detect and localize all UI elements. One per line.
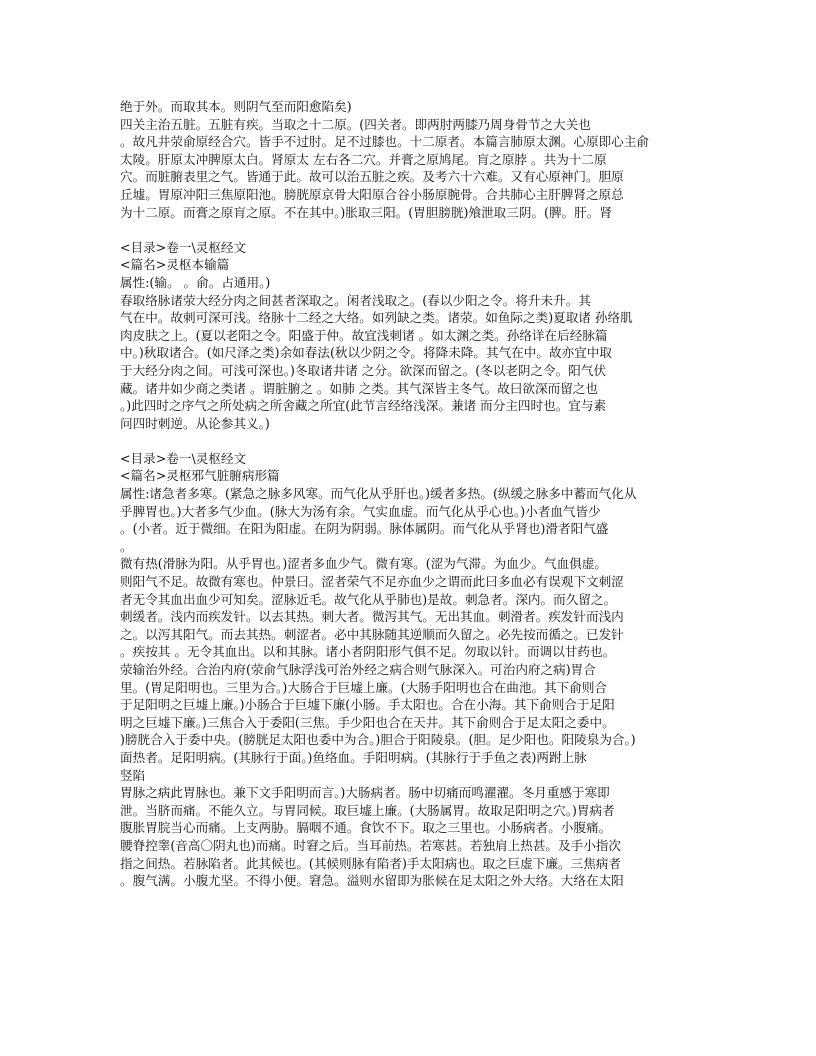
text-line: 绝于外。而取其本。则阴气至而阳愈陷矣)	[120, 99, 352, 114]
text-line: 刺缓者。浅内而疾发针。以去其热。刺大者。微泻其气。无出其血。刺滑者。疾发针而浅内	[120, 609, 624, 625]
text-line: 腰脊控睾(音高〇阴丸也)而痛。时窘之后。当耳前热。若寒甚。若独肩上热甚。及手小指次	[120, 837, 621, 853]
text-line: <目录>卷一\灵枢经文	[120, 450, 247, 466]
text-line: 竖陷	[120, 767, 146, 783]
text-line: 问四时刺逆。从论参其义。)	[120, 415, 270, 431]
text-line: 腹胀胃脘当心而痛。上支两胁。膈咽不通。食饮不下。取之三里也。小肠病者。小腹痛。	[120, 820, 612, 836]
text-section	[120, 98, 698, 221]
section-gap	[120, 221, 698, 239]
text-section	[120, 239, 698, 433]
text-line: 泄。当脐而痛。不能久立。与胃同候。取巨墟上廉。(大肠属胃。故取足阳明之穴。)胃病者	[120, 802, 615, 818]
text-line: <篇名>灵枢本输篇	[120, 257, 230, 273]
text-line: 。腹气满。小腹尤坚。不得小便。窘急。溢则水留即为胀候在足太阳之外大络。大络在太阳	[120, 873, 624, 889]
text-line: 四关主治五脏。五脏有疾。当取之十二原。(四关者。即两肘两膝乃周身骨节之大关也	[120, 116, 591, 132]
text-line: 于足阳明之巨墟上廉。)小肠合于巨墟下廉(小肠。手太阳也。合在小海。其下俞则合于足阳	[120, 697, 615, 713]
text-line: )膀胱合入于委中央。(膀胱足太阳也委中为合。)胆合于阳陵泉。(胆。足少阳也。阳陵泉为合。)	[120, 732, 636, 748]
text-line: 中。)秋取诸合。(如尺泽之类)余如春法(秋以少阴之令。将降未降。其气在中。故亦宜中取	[120, 345, 612, 361]
text-line: 荥输治外经。合治内府(荥俞气脉浮浅可治外经之病合则气脉深入。可治内府之病)胃合	[120, 662, 596, 677]
text-line: 属性:(输。 。俞。占通用。)	[120, 274, 271, 290]
text-line: 。)此四时之序气之所处病之所舍藏之所宜(此节言经络浅深。兼诸 而分主四时也。宜与素	[120, 398, 607, 414]
text-line: <目录>卷一\灵枢经文	[120, 239, 247, 255]
document-page	[120, 98, 698, 890]
text-line: <篇名>灵枢邪气脏腑病形篇	[120, 468, 280, 484]
text-line: 之。以泻其阳气。而去其热。刺涩者。必中其脉随其逆顺而久留之。必先按而循之。已发针	[120, 626, 624, 642]
text-line: 微有热(滑脉为阳。从乎胃也。)涩者多血少气。微有寒。(涩为气滞。为血少。气血俱虚。	[120, 556, 608, 572]
text-line: 为十二原。而膏之原肓之原。不在其中。)胀取三阳。(胃胆膀胱)飧泄取三阴。(脾。肝。肾	[120, 204, 612, 220]
text-line: 。	[120, 538, 133, 554]
text-line: 则阳气不足。故微有寒也。仲景曰。涩者荣气不足亦血少之谓而此曰多血必有误观下文刺涩	[120, 574, 624, 590]
text-line: 属性:诸急者多寒。(紧急之脉多风寒。而气化从乎肝也。)缓者多热。(纵缓之脉多中蓄而气化从	[120, 486, 637, 502]
text-line: 。故凡井荥俞原经合穴。皆手不过肘。足不过膝也。十二原者。本篇言肺原太渊。心原即心主俞	[120, 134, 649, 150]
text-line: 指之间热。若脉陷者。此其候也。(其候则脉有陷者)手太阳病也。取之巨虚下廉。三焦病者	[120, 855, 621, 871]
text-line: 。(小者。近于微细。在阳为阳虚。在阴为阴弱。脉体属阴。而气化从乎肾也)滑者阳气盛	[120, 521, 609, 537]
text-line: 穴。而脏腑表里之气。皆通于此。故可以治五脏之疾。及考六十六难。又有心原神门。胆原	[120, 169, 624, 185]
text-line: 。疾按其 。无令其血出。以和其脉。诸小者阴阳形气俱不足。勿取以针。而调以甘药也。	[120, 644, 616, 660]
text-line: 明之巨墟下廉。)三焦合入于委阳(三焦。手少阳也合在天井。其下俞则合于足太阳之委中。	[120, 714, 615, 730]
text-line: 乎脾胃也。)大者多气少血。(脉大为汤有余。气实血虚。而气化从乎心也。)小者血气皆少	[120, 503, 601, 519]
text-line: 肉皮肤之上。(夏以老阳之令。阳盛于仲。故宜浅刺诸 。如太渊之类。孙络详在后经脉篇	[120, 327, 608, 343]
text-line: 气在中。故刺可深可浅。络脉十二经之大络。如列缺之类。诸荥。如鱼际之类)夏取诸 孙络肌	[120, 310, 633, 326]
text-line: 者无令其血出血少可知矣。涩脉近毛。故气化从乎肺也)是故。刺急者。深内。而久留之。	[120, 591, 617, 607]
text-line: 春取络脉诸荥大经分肉之间甚者深取之。闲者浅取之。(春以少阳之令。将升未升。其	[120, 292, 591, 308]
text-line: 丘墟。胃原冲阳三焦原阳池。膀胱原京骨大阳原合谷小肠原腕骨。合共肺心主肝脾肾之原总	[120, 186, 624, 202]
text-section	[120, 450, 698, 890]
text-line: 胃脉之病此胃脉也。兼下文手阳明而言。)大肠病者。肠中切痛而鸣濯濯。冬月重感于寒即	[120, 785, 610, 801]
text-line: 里。(胃足阳明也。三里为合。)大肠合于巨墟上廉。(大肠手阳明也合在曲池。其下俞则合	[120, 679, 608, 695]
text-line: 藏。诸井如少商之类诸 。谓脏腑之 。如肺 之类。其气深皆主冬气。故曰欲深而留之也	[120, 380, 598, 396]
text-line: 于大经分肉之间。可浅可深也。)冬取诸井诸 之分。欲深而留之。(冬以老阴之令。阳气伏	[120, 362, 607, 378]
text-line: 面热者。足阳明病。(其脉行于面。)鱼络血。手阳明病。(其脉行于手鱼之表)两跗上脉	[120, 749, 587, 765]
section-gap	[120, 432, 698, 450]
text-line: 太陵。肝原太冲脾原太白。肾原太 左右各二穴。并膏之原鸠尾。肓之原脖 。共为十二原	[120, 151, 607, 167]
